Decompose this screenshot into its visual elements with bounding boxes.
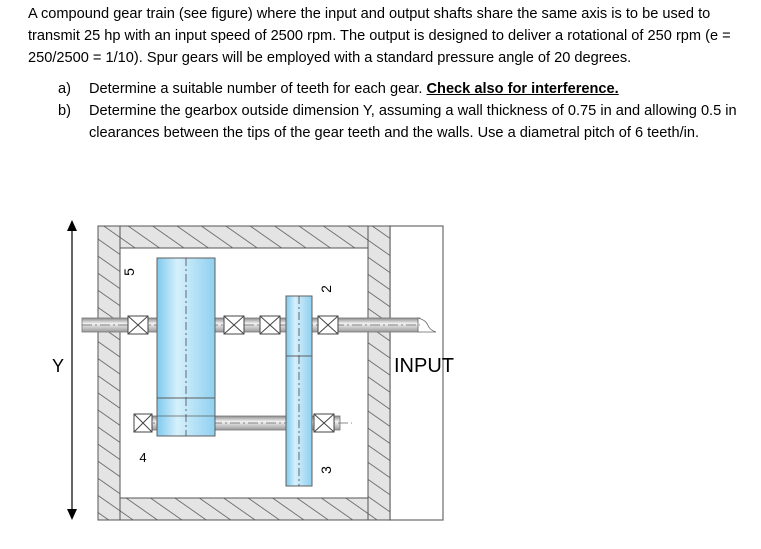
bearing-lower-right <box>314 414 334 432</box>
question-b-text: Determine the gearbox outside dimension Y, assuming a wall thickness of 0.75 in and allowing 0.5 in clearances between the tips of the gear teeth and the walls. Use a diametral pitch of 6 teeth/in. <box>89 103 737 141</box>
bearing-upper-mid1 <box>224 316 244 334</box>
dimension-y-label: Y <box>52 356 65 376</box>
question-b-marker: b) <box>58 103 71 119</box>
question-a-text: Determine a suitable number of teeth for each gear. <box>89 81 423 97</box>
bearing-upper-mid2 <box>260 316 280 334</box>
question-a-marker: a) <box>58 81 71 97</box>
housing-right-wall <box>368 226 390 520</box>
housing-top-wall <box>98 226 390 248</box>
housing-left-wall <box>98 226 120 520</box>
dimension-arrow-top <box>67 220 77 231</box>
dimension-y <box>52 220 77 520</box>
gear-2-label: 2 <box>318 285 334 293</box>
bearing-upper-left <box>128 316 148 334</box>
gearbox-housing <box>98 226 390 520</box>
problem-intro: A compound gear train (see figure) where the input and output shafts share the same axis is to be used to transmit 25 hp with an input speed of 2500 rpm. The output is designed to deliver a rotational of 250 rpm (e = 250/2500 = 1/10). Spur gears will be employed with a standard pressure angle of 20 degrees. <box>28 6 731 66</box>
gear-3-label: 3 <box>318 466 334 474</box>
gear-4-label: 4 <box>139 450 147 465</box>
bearing-upper-right <box>318 316 338 334</box>
question-a-emphasis: Check also for interference. <box>426 81 619 97</box>
dimension-arrow-bottom <box>67 509 77 520</box>
input-shaft-break <box>418 318 436 332</box>
bearing-lower-left <box>134 414 152 432</box>
input-label: INPUT <box>394 355 454 377</box>
housing-bottom-wall <box>98 498 390 520</box>
gear-5-label: 5 <box>121 268 137 276</box>
